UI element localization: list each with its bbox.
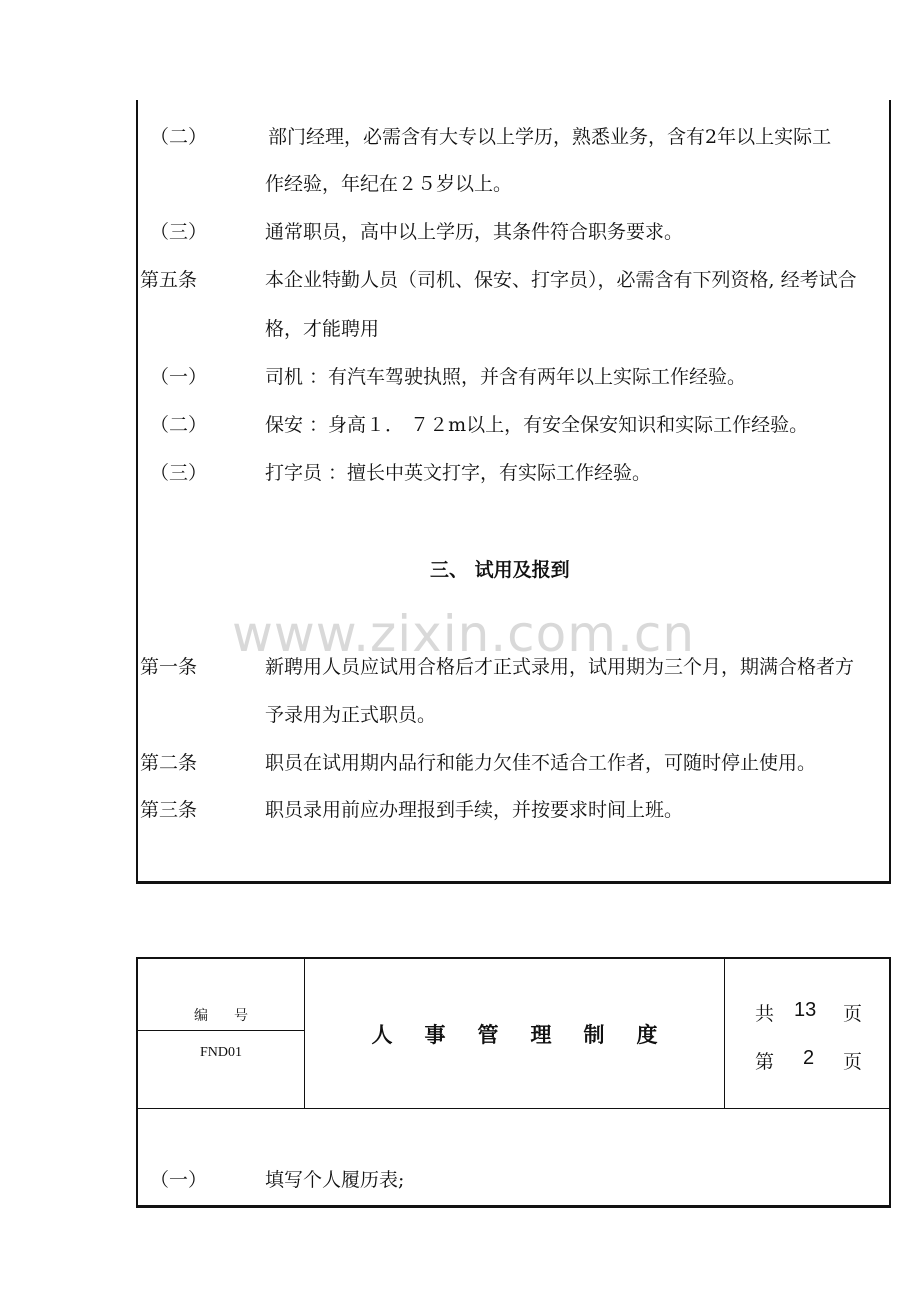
- row-label: （二）: [150, 126, 208, 148]
- article-label: 第五条: [140, 269, 198, 291]
- row-text: 职员录用前应办理报到手续，并按要求时间上班。: [265, 799, 684, 821]
- divider: [138, 1030, 304, 1031]
- row-text: 职员在试用期内品行和能力欠佳不适合工作者，可随时停止使用。: [265, 752, 817, 774]
- current-page: 2: [803, 1047, 815, 1069]
- row-text: 予录用为正式职员。: [265, 704, 437, 726]
- row-text: 填写个人履历表;: [265, 1169, 405, 1191]
- row-text: 通常职员，高中以上学历，其条件符合职务要求。: [265, 221, 684, 243]
- total-prefix: 共: [755, 1003, 775, 1025]
- article-label: 第二条: [140, 752, 198, 774]
- row-text: 司机 ：有汽车驾驶执照，并含有两年以上实际工作经验。: [265, 366, 747, 388]
- row-text: 保安 ：身高１． ７２m以上，有安全保安知识和实际工作经验。: [265, 414, 809, 436]
- page-header-table: [136, 957, 891, 1208]
- row-label: （二）: [150, 414, 208, 436]
- current-suffix: 页: [843, 1051, 863, 1073]
- code-value: FND01: [199, 1045, 242, 1060]
- total-suffix: 页: [843, 1003, 863, 1025]
- current-prefix: 第: [755, 1051, 775, 1073]
- row-text: 新聘用人员应试用合格后才正式录用，试用期为三个月，期满合格者方: [265, 656, 855, 678]
- total-pages-row: [725, 999, 889, 1029]
- article-label: 第一条: [140, 656, 198, 678]
- row-text: 本企业特勤人员（司机、保安、打字员），必需含有下列资格, 经考试合: [265, 269, 857, 291]
- section-heading: 三、 试用及报到: [430, 559, 570, 581]
- document-title: 人事管理制度: [371, 1023, 690, 1047]
- current-page-row: [725, 1047, 889, 1077]
- row-text: 作经验，年纪在２５岁以上。: [265, 173, 513, 195]
- row-label: （三）: [150, 221, 208, 243]
- code-label: 编号: [194, 1008, 274, 1024]
- total-pages: 13: [794, 999, 817, 1021]
- divider: [138, 1108, 889, 1109]
- article-label: 第三条: [140, 799, 198, 821]
- row-label: （一）: [150, 1169, 208, 1191]
- row-label: （三）: [150, 462, 208, 484]
- divider: [724, 959, 725, 1109]
- row-label: （一）: [150, 366, 208, 388]
- row-text: 打字员 ：擅长中英文打字，有实际工作经验。: [265, 462, 652, 484]
- row-text: 部门经理，必需含有大专以上学历，熟悉业务，含有2年以上实际工: [268, 126, 832, 148]
- row-text: 格，才能聘用: [265, 318, 380, 340]
- watermark: www.zixin.com.cn: [232, 605, 696, 663]
